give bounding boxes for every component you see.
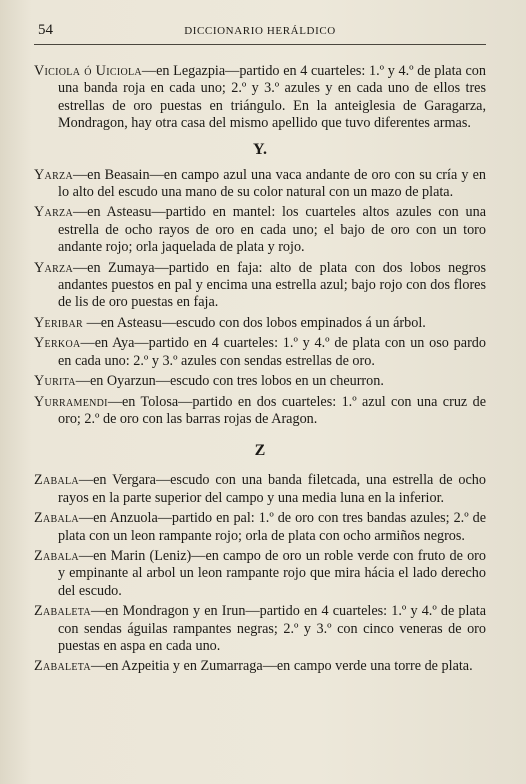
entry-headword: Yeribar (34, 314, 84, 331)
section-letter-z: Z (254, 442, 266, 460)
page-header (34, 22, 486, 45)
dictionary-entry (34, 63, 486, 133)
dictionary-entry (34, 204, 486, 256)
entry-text: —en Vergara—escudo con una banda filetcada, una estrella de ocho rayos en la parte superior del campo y una media luna en la inferior. (58, 472, 486, 506)
dictionary-entry (34, 472, 486, 507)
entry-headword: Zabaleta (34, 658, 91, 675)
entry-text: —en Anzuola—partido en pal: 1.º de oro con tres bandas azules; 2.º de plata con un leon rampante rojo; orla de plata con ocho armiños negros. (58, 510, 486, 544)
entry-text: —en Beasain—en campo azul una vaca andante de oro con su cría y en lo alto del escudo una mano de su color natural con un mazo de plata. (58, 166, 486, 201)
entry-headword: Yurita (34, 373, 76, 390)
dictionary-entry (34, 603, 486, 655)
dictionary-entry (34, 373, 486, 390)
entry-headword: Zabala (34, 510, 79, 527)
page-number: 54 (38, 22, 53, 38)
entry-headword: Zabala (34, 472, 79, 489)
dictionary-entry (34, 260, 486, 312)
dictionary-entry (34, 394, 486, 429)
entry-headword: Zabala (34, 547, 79, 564)
entry-text: —en Mondragon y en Irun—partido en 4 cuarteles: 1.º y 4.º de plata con sendas águilas rampantes negras; 2.º y 3.º con cinco veneras de oro puestas en aspa en cada uno. (58, 603, 486, 654)
entry-text: —en Aya—partido en 4 cuarteles: 1.º y 4.º de plata con un oso pardo en cada uno: 2.º y 3.º azules con sendas estrellas de oro. (58, 335, 486, 369)
entry-headword: Yerkoa (34, 335, 81, 352)
section-letter-y: Y. (252, 140, 268, 158)
entry-text: —en Asteasu—partido en mantel: los cuarteles altos azules con una estrella de ocho rayos de oro en cada uno; el bajo de oro con un toro andante rojo; orla jaquelada de plata y rojo. (58, 204, 486, 256)
entry-headword: Yarza (34, 166, 73, 183)
entry-text: —en Oyarzun—escudo con tres lobos en un cheurron. (75, 373, 384, 390)
entry-headword: Yurramendi (34, 393, 108, 410)
dictionary-entry (34, 335, 486, 370)
entry-headword: Zabaleta (34, 603, 91, 620)
entry-headword: Yarza (34, 204, 73, 221)
entry-text: —en Tolosa—partido en dos cuarteles: 1.º azul con una cruz de oro; 2.º de oro con las barras rojas de Aragon. (58, 393, 486, 427)
entry-text: —en Zumaya—partido en faja: alto de plata con dos lobos negros andantes puestos en pal y encima una estrella azul; bajo rojo con dos flores de lis de oro puestas en faja. (58, 259, 486, 311)
entry-text: —en Asteasu—escudo con dos lobos empinados á un árbol. (83, 314, 426, 331)
dictionary-entry (34, 167, 486, 202)
entry-text: —en Azpeitia y en Zumarraga—en campo verde una torre de plata. (90, 658, 473, 675)
entries-z (34, 472, 486, 675)
dictionary-entry (34, 315, 486, 332)
entry-headword: Yarza (34, 259, 73, 276)
entry-text: —en Marin (Leniz)—en campo de oro un roble verde con fruto de oro y empinante al arbol un leon rampante rojo que mira hácia el lado derecho del escudo. (58, 547, 486, 599)
entries-v (34, 63, 486, 133)
entry-headword: Viciola ó Uiciola (34, 63, 142, 79)
dictionary-entry (34, 658, 486, 675)
running-title: DICCIONARIO HERÁLDICO (184, 25, 336, 37)
entries-y (34, 167, 486, 429)
entry-text: —en Legazpia—partido en 4 cuarteles: 1.º y 4.º de plata con una banda roja en cada uno; 2.º y 3.º azules y en cada uno de ellos tres estrellas de oro puestas en triángulo. En la anteiglesia de Garagarza, Mondragon, hay otra casa del mismo apellido que tuvo diferentes armas. (58, 63, 486, 132)
dictionary-entry (34, 510, 486, 545)
dictionary-entry (34, 548, 486, 600)
